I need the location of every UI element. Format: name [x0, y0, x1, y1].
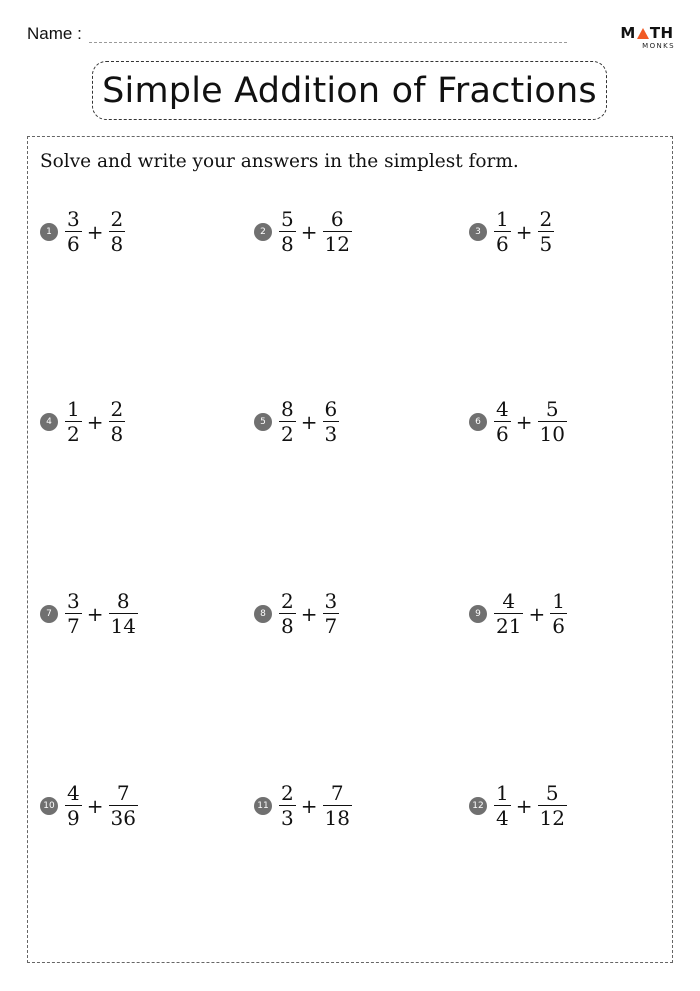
numerator: 4: [502, 589, 516, 613]
logo-wordmark: [617, 25, 677, 42]
plus-sign: +: [300, 220, 318, 244]
denominator: 8: [110, 232, 124, 256]
denominator: 6: [552, 614, 565, 638]
plus-sign: +: [528, 602, 546, 626]
numerator: 3: [67, 589, 80, 613]
denominator: 21: [496, 614, 522, 638]
numerator: 4: [496, 397, 509, 421]
denominator: 18: [324, 806, 350, 830]
problem-2: [254, 207, 352, 257]
denominator: 6: [496, 422, 509, 446]
numerator: 1: [67, 397, 80, 421]
numerator: 5: [281, 207, 294, 231]
denominator: 3: [281, 806, 294, 830]
fraction: [65, 783, 82, 829]
fraction: [65, 591, 82, 637]
denominator: 8: [281, 232, 294, 256]
numerator: 1: [496, 781, 509, 805]
fraction: [538, 399, 567, 445]
problem-8: [254, 589, 339, 639]
denominator: 4: [496, 806, 509, 830]
problem-9: [469, 589, 567, 639]
numerator: 5: [545, 397, 559, 421]
denominator: 2: [281, 422, 294, 446]
numerator: 4: [67, 781, 80, 805]
denominator: 5: [539, 232, 553, 256]
fraction: [494, 591, 523, 637]
fraction: [279, 399, 296, 445]
name-label: Name :: [27, 24, 82, 43]
problem-3: [469, 207, 554, 257]
numerator: 2: [110, 397, 124, 421]
denominator: 6: [496, 232, 509, 256]
denominator: 3: [324, 422, 338, 446]
fraction: [65, 209, 82, 255]
denominator: 36: [110, 806, 136, 830]
denominator: 8: [110, 422, 124, 446]
fraction: [323, 399, 340, 445]
instructions: Solve and write your answers in the simplest form.: [40, 151, 519, 172]
numerator: 2: [110, 207, 124, 231]
numerator: 7: [116, 781, 130, 805]
fraction: [279, 591, 296, 637]
problem-10: [40, 781, 138, 831]
plus-sign: +: [86, 410, 104, 434]
problem-number-badge: 2: [254, 223, 272, 241]
fraction: [109, 591, 138, 637]
denominator: 7: [67, 614, 80, 638]
problem-number-badge: 4: [40, 413, 58, 431]
problem-6: [469, 397, 567, 447]
denominator: 2: [67, 422, 80, 446]
denominator: 7: [324, 614, 338, 638]
logo-subtext: MONKS: [642, 42, 675, 50]
numerator: 1: [552, 589, 565, 613]
numerator: 1: [496, 207, 509, 231]
numerator: 2: [281, 589, 294, 613]
fraction: [109, 399, 126, 445]
numerator: 2: [539, 207, 553, 231]
fraction: [550, 591, 567, 637]
fraction: [109, 209, 126, 255]
numerator: 7: [330, 781, 344, 805]
fraction: [279, 783, 296, 829]
problem-number-badge: 12: [469, 797, 487, 815]
problem-number-badge: 10: [40, 797, 58, 815]
problem-7: [40, 589, 138, 639]
numerator: 5: [545, 781, 559, 805]
problem-number-badge: 9: [469, 605, 487, 623]
problem-number-badge: 1: [40, 223, 58, 241]
problem-number-badge: 3: [469, 223, 487, 241]
plus-sign: +: [300, 794, 318, 818]
denominator: 14: [110, 614, 136, 638]
numerator: 2: [281, 781, 294, 805]
fraction: [494, 209, 511, 255]
plus-sign: +: [300, 602, 318, 626]
logo-text-left: M: [620, 24, 636, 42]
plus-sign: +: [515, 220, 533, 244]
problem-4: [40, 397, 125, 447]
numerator: 6: [330, 207, 344, 231]
denominator: 9: [67, 806, 80, 830]
plus-sign: +: [86, 794, 104, 818]
denominator: 12: [324, 232, 350, 256]
fraction: [538, 783, 567, 829]
problem-number-badge: 6: [469, 413, 487, 431]
plus-sign: +: [515, 410, 533, 434]
numerator: 6: [324, 397, 338, 421]
fraction: [323, 209, 352, 255]
problem-11: [254, 781, 352, 831]
plus-sign: +: [515, 794, 533, 818]
denominator: 8: [281, 614, 294, 638]
fraction: [538, 209, 555, 255]
title-box: [92, 61, 607, 120]
fraction: [65, 399, 82, 445]
fraction: [279, 209, 296, 255]
denominator: 10: [539, 422, 565, 446]
worksheet-box: [27, 136, 673, 963]
plus-sign: +: [86, 602, 104, 626]
fraction: [494, 783, 511, 829]
problem-1: [40, 207, 125, 257]
numerator: 3: [324, 589, 338, 613]
numerator: 8: [116, 589, 130, 613]
math-monks-logo: [617, 25, 677, 55]
problem-number-badge: 7: [40, 605, 58, 623]
fraction: [109, 783, 138, 829]
logo-text-right: TH: [649, 24, 674, 42]
problem-number-badge: 5: [254, 413, 272, 431]
numerator: 8: [281, 397, 294, 421]
fraction: [323, 783, 352, 829]
page-title: Simple Addition of Fractions: [102, 70, 597, 111]
denominator: 12: [539, 806, 565, 830]
plus-sign: +: [300, 410, 318, 434]
problem-12: [469, 781, 567, 831]
logo-triangle-icon: [637, 28, 649, 39]
numerator: 3: [67, 207, 80, 231]
fraction: [494, 399, 511, 445]
name-blank-line[interactable]: [89, 42, 567, 43]
fraction: [323, 591, 340, 637]
problem-number-badge: 11: [254, 797, 272, 815]
denominator: 6: [67, 232, 80, 256]
name-row: [27, 24, 567, 48]
problem-5: [254, 397, 339, 447]
plus-sign: +: [86, 220, 104, 244]
problem-number-badge: 8: [254, 605, 272, 623]
